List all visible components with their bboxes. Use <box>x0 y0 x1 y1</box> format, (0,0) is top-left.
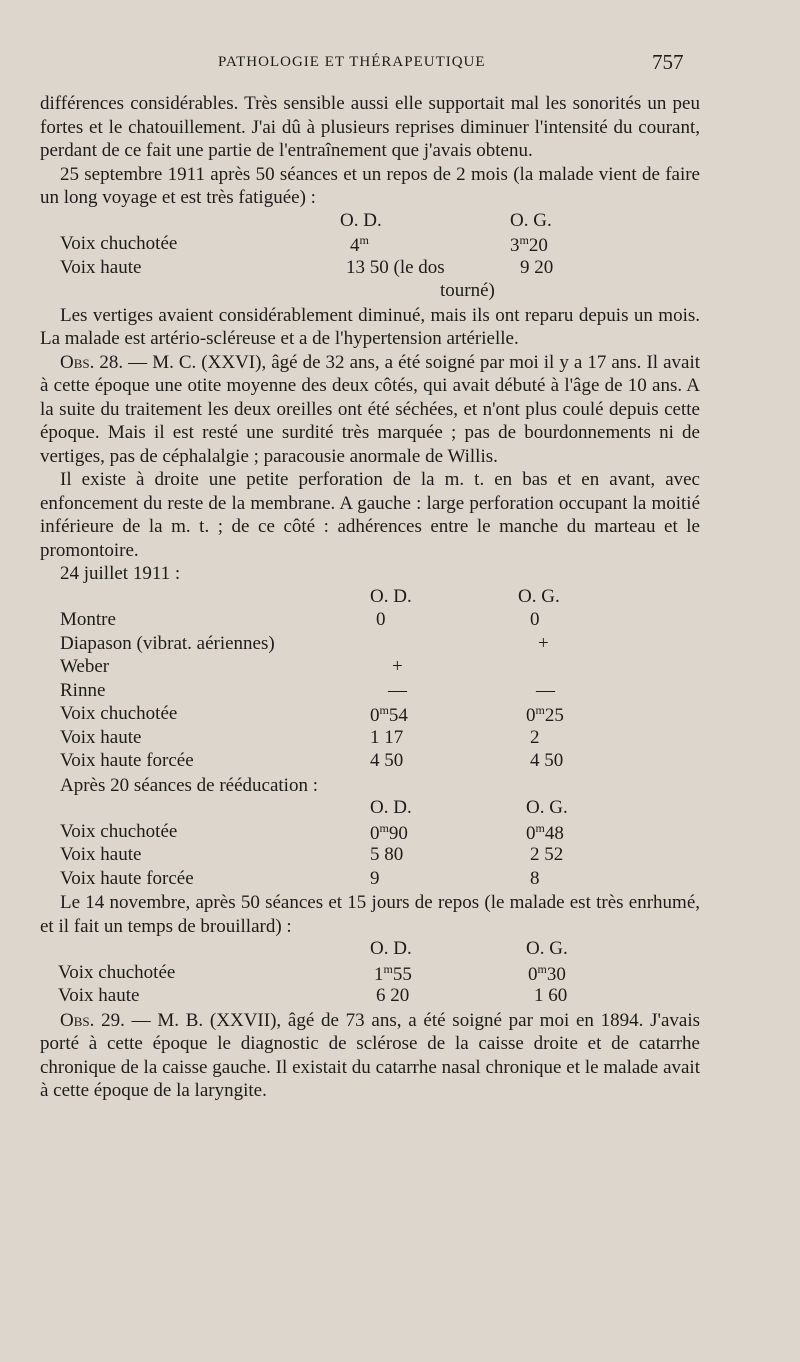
running-title: PATHOLOGIE ET THÉRAPEUTIQUE <box>218 54 486 70</box>
table-row <box>40 633 700 657</box>
body-text <box>40 92 700 1103</box>
row-label: Voix haute <box>60 844 142 865</box>
paragraph: Après 20 séances de rééducation : <box>60 774 318 796</box>
row-label: Diapason (vibrat. aériennes) <box>60 632 275 654</box>
table-row <box>40 609 700 633</box>
od-value: 5 80 <box>370 844 404 865</box>
row-label: Voix chuchotée <box>60 233 178 254</box>
og-value: 1 60 <box>534 985 568 1006</box>
table-row <box>40 257 700 281</box>
row-label: Voix haute <box>58 985 140 1006</box>
og-value: 3$^m$20 <box>510 233 548 256</box>
og-value: 2 52 <box>530 844 564 865</box>
paragraph: Le 14 novembre, après 50 séances et 15 jours de repos (le malade est très enrhumé, et il fait un temps de brouillard) : <box>40 892 700 937</box>
od-value: 6 20 <box>376 985 410 1006</box>
table-row <box>40 868 700 892</box>
col-og-header: O. G. <box>526 938 568 959</box>
page-number: 757 <box>652 50 684 74</box>
hearing-table-3 <box>40 797 700 891</box>
og-value: 0$^m$48 <box>526 820 564 844</box>
hearing-table-4 <box>40 938 700 1009</box>
table-note-row <box>40 280 700 304</box>
og-value: 8 <box>530 867 540 889</box>
col-od-header: O. D. <box>370 797 412 818</box>
od-value: 9 <box>370 867 380 889</box>
od-value: 0$^m$90 <box>370 820 408 844</box>
og-value: + <box>538 632 549 654</box>
table-row <box>40 750 700 774</box>
table-note: tourné) <box>440 280 495 301</box>
observation-29: Obs. 29. — M. B. (XXVII), âgé de 73 ans, a été soigné par moi en 1894. J'avais porté à cette époque le diagnostic de sclérose de la caisse droite et de catarrhe chronique de la caisse gauche. Il existait du catarrhe nasal chronique et le malade avait à cette époque de la laryngite. <box>40 1009 700 1101</box>
paragraph: différences considérables. Très sensible aussi elle supportait mal les sonorités un peu fortes et le chatouillement. J'ai dû à plusieurs reprises diminuer l'intensité du courant, perdant de ce fait une partie de l'entraînement que j'avais obtenu. <box>40 93 700 161</box>
od-value: 13 50 (le dos <box>346 256 445 278</box>
og-value: 9 20 <box>520 256 554 278</box>
paragraph: Les vertiges avaient considérablement diminué, mais ils ont reparu depuis un mois. La malade est artério-scléreuse et a de l'hypertension artérielle. <box>40 304 700 349</box>
og-value: 0 <box>530 609 540 630</box>
paragraph: Il existe à droite une petite perforation de la m. t. en bas et en avant, avec enfoncement du reste de la membrane. A gauche : large perforation occupant la moitié inférieure de la m. t. ; de ce côté : adhérences entre le manche du marteau et le promontoire. <box>40 469 700 561</box>
table-header-row <box>40 586 700 610</box>
od-value: 1$^m$55 <box>374 961 412 985</box>
row-label: Voix chuchotée <box>60 820 178 842</box>
table-row <box>40 233 700 257</box>
og-value: 0$^m$25 <box>526 703 564 726</box>
obs-label: Obs. 28. <box>60 351 124 373</box>
og-value: 2 <box>530 726 540 748</box>
og-value: — <box>536 679 555 701</box>
od-value: 0 <box>376 609 386 630</box>
od-value: + <box>392 656 403 677</box>
hearing-table-1 <box>40 210 700 304</box>
row-label: Voix haute <box>60 256 142 278</box>
od-value: 1 17 <box>370 726 404 748</box>
table-row <box>40 844 700 868</box>
og-value: 4 50 <box>530 750 564 771</box>
page-header <box>0 50 800 80</box>
table-row <box>40 656 700 680</box>
od-value: 4 50 <box>370 750 404 771</box>
od-value: 4$^m$ <box>350 233 369 256</box>
row-label: Voix haute forcée <box>60 750 194 771</box>
col-od-header: O. D. <box>370 938 412 959</box>
col-og-header: O. G. <box>518 585 560 607</box>
table-header-row <box>40 210 700 234</box>
row-label: Montre <box>60 609 116 630</box>
row-label: Voix chuchotée <box>60 703 178 724</box>
table-header-row <box>40 797 700 821</box>
og-value: 0$^m$30 <box>528 961 566 985</box>
table-row <box>40 962 700 986</box>
table-row <box>40 680 700 704</box>
row-label: Rinne <box>60 679 106 701</box>
row-label: Weber <box>60 656 110 677</box>
row-label: Voix chuchotée <box>58 961 176 983</box>
row-label: Voix haute <box>60 726 142 748</box>
table-row <box>40 985 700 1009</box>
col-og-header: O. G. <box>526 797 568 818</box>
table-row <box>40 703 700 727</box>
col-og-header: O. G. <box>510 209 552 231</box>
table-row <box>40 821 700 845</box>
hearing-table-2 <box>40 586 700 774</box>
od-value: — <box>388 679 407 701</box>
date-line: 24 juillet 1911 : <box>60 563 181 584</box>
table-row <box>40 727 700 751</box>
od-value: 0$^m$54 <box>370 703 408 726</box>
row-label: Voix haute forcée <box>60 867 194 889</box>
observation-28: Obs. 28. — M. C. (XXVI), âgé de 32 ans, a été soigné par moi il y a 17 ans. Il avait à cette époque une otite moyenne des deux côtés, qui avait débuté à l'âge de 10 ans. A la suite du traitement les deux oreilles ont été séchées, et n'ont plus coulé depuis cette époque. Mais il est resté une surdité très marquée ; pas de bourdonnements ni de vertiges, pas de céphalalgie ; paracousie anormale de Willis. <box>40 351 700 467</box>
col-od-header: O. D. <box>370 585 412 607</box>
paragraph: 25 septembre 1911 après 50 séances et un repos de 2 mois (la malade vient de faire un long voyage et est très fatiguée) : <box>40 163 700 208</box>
col-od-header: O. D. <box>340 209 382 231</box>
obs-label: Obs. 29. <box>60 1009 125 1031</box>
table-header-row <box>40 938 700 962</box>
